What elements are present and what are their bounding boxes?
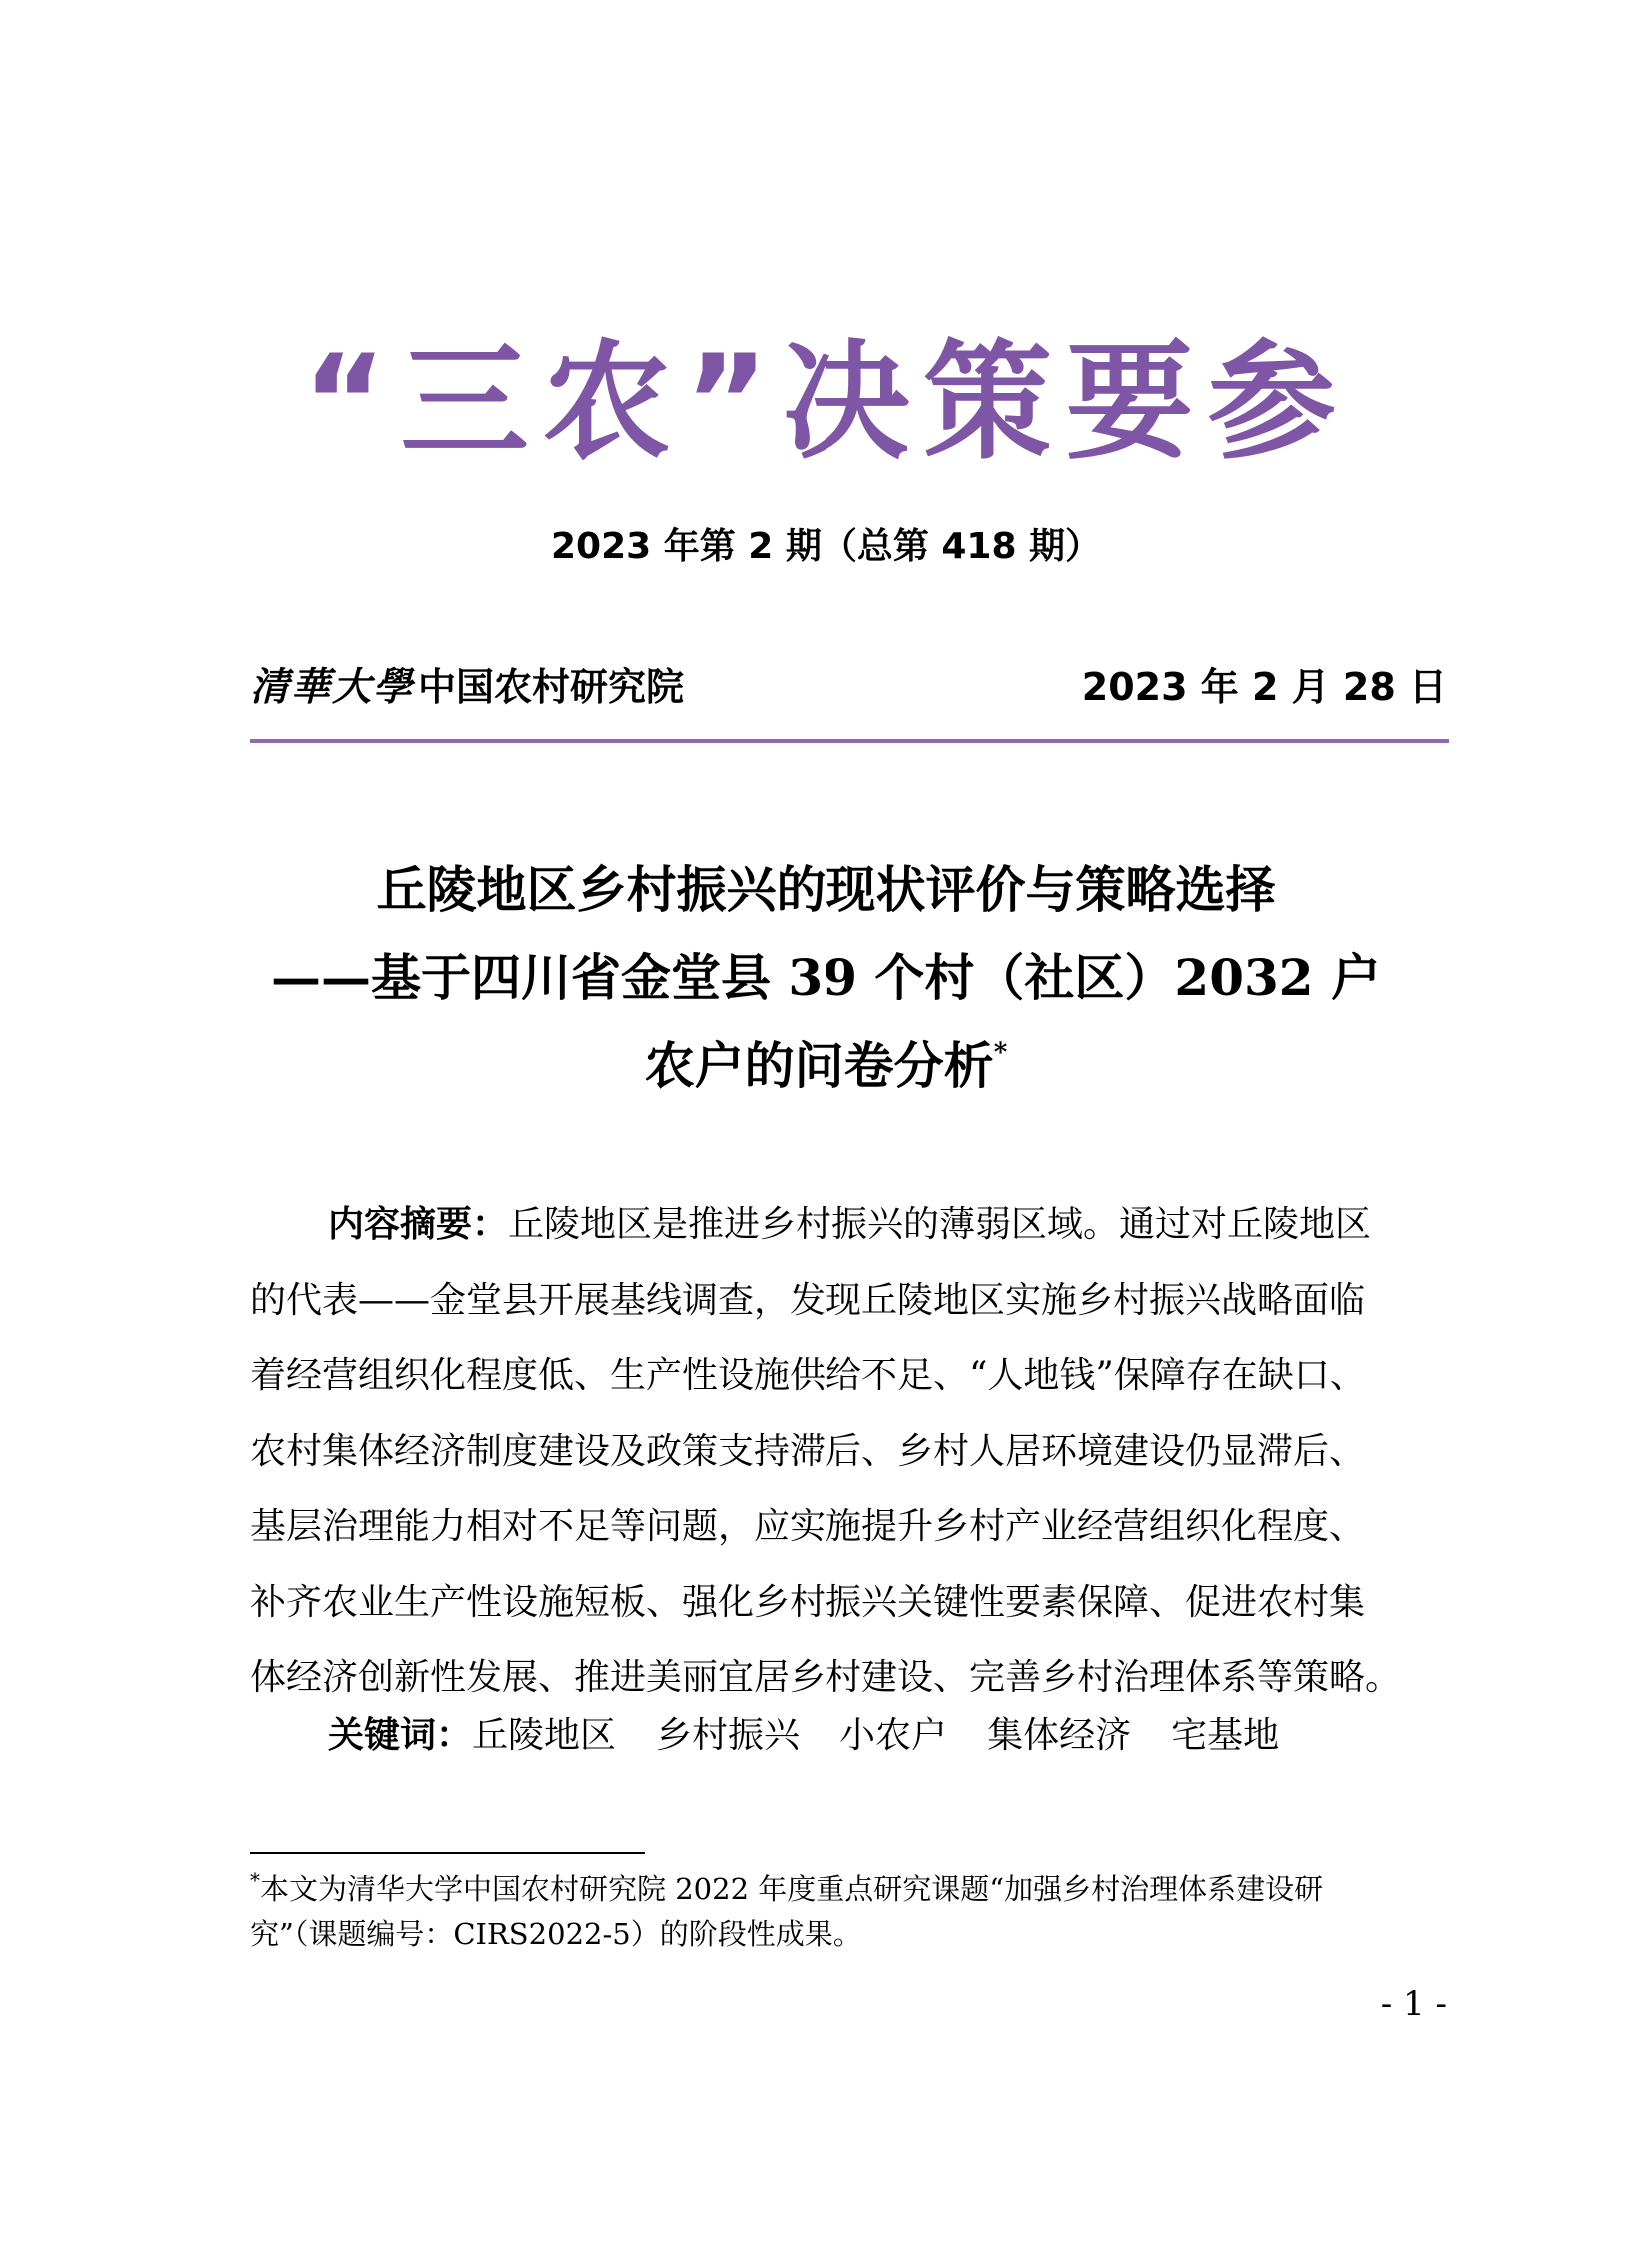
abstract-line: 的代表——金堂县开展基线调查，发现丘陵地区实施乡村振兴战略面临 xyxy=(250,1279,1366,1321)
footnote-mark: * xyxy=(250,1868,260,1892)
footnote xyxy=(250,1867,1449,1957)
publication-date: 2023 年 2 月 28 日 xyxy=(1081,665,1447,709)
abstract-line: 体经济创新性发展、推进美丽宜居乡村建设、完善乡村治理体系等策略。 xyxy=(250,1657,1402,1698)
abstract-label: 内容摘要： xyxy=(328,1204,509,1245)
university-logo: 清華大學 xyxy=(250,664,415,710)
abstract-line: 补齐农业生产性设施短板、强化乡村振兴关键性要素保障、促进农村集 xyxy=(250,1581,1366,1623)
institute-name: 中国农村研究院 xyxy=(418,665,685,709)
keywords xyxy=(328,1706,1319,1766)
keyword: 乡村振兴 xyxy=(656,1715,801,1756)
masthead-title: “三农”决策要参 xyxy=(302,328,1350,477)
article-subtitle-continued: 农户的问卷分析* xyxy=(644,1036,1008,1095)
footnote-divider xyxy=(250,1852,645,1854)
issue-number: 2023 年第 2 期（总第 418 期） xyxy=(550,526,1102,567)
article-subtitle: ——基于四川省金堂县 39 个村（社区）2032 户 xyxy=(271,948,1381,1007)
title-footnote-mark: * xyxy=(993,1038,1008,1068)
keywords-label: 关键词： xyxy=(328,1715,473,1756)
keyword: 宅基地 xyxy=(1171,1715,1280,1756)
abstract xyxy=(250,1187,1449,1716)
abstract-line: 着经营组织化程度低、生产性设施供给不足、“人地钱”保障存在缺口、 xyxy=(250,1355,1366,1396)
page-number: - 1 - xyxy=(1380,1984,1447,2024)
abstract-line: 农村集体经济制度建设及政策支持滞后、乡村人居环境建设仍显滞后、 xyxy=(250,1430,1366,1472)
footnote-line: 究”（课题编号：CIRS2022-5）的阶段性成果。 xyxy=(250,1917,862,1951)
article-title: 丘陵地区乡村振兴的现状评价与策略选择 xyxy=(376,860,1276,919)
keyword: 小农户 xyxy=(839,1715,948,1756)
footnote-line: *本文为清华大学中国农村研究院 2022 年度重点研究课题“加强乡村治理体系建设研 xyxy=(250,1868,1324,1906)
abstract-line: 基层治理能力相对不足等问题，应实施提升乡村产业经营组织化程度、 xyxy=(250,1506,1366,1547)
abstract-line: 内容摘要：丘陵地区是推进乡村振兴的薄弱区域。通过对丘陵地区 xyxy=(328,1204,1372,1245)
keyword: 集体经济 xyxy=(987,1715,1132,1756)
keyword: 丘陵地区 xyxy=(472,1715,617,1756)
header-divider xyxy=(250,739,1449,743)
